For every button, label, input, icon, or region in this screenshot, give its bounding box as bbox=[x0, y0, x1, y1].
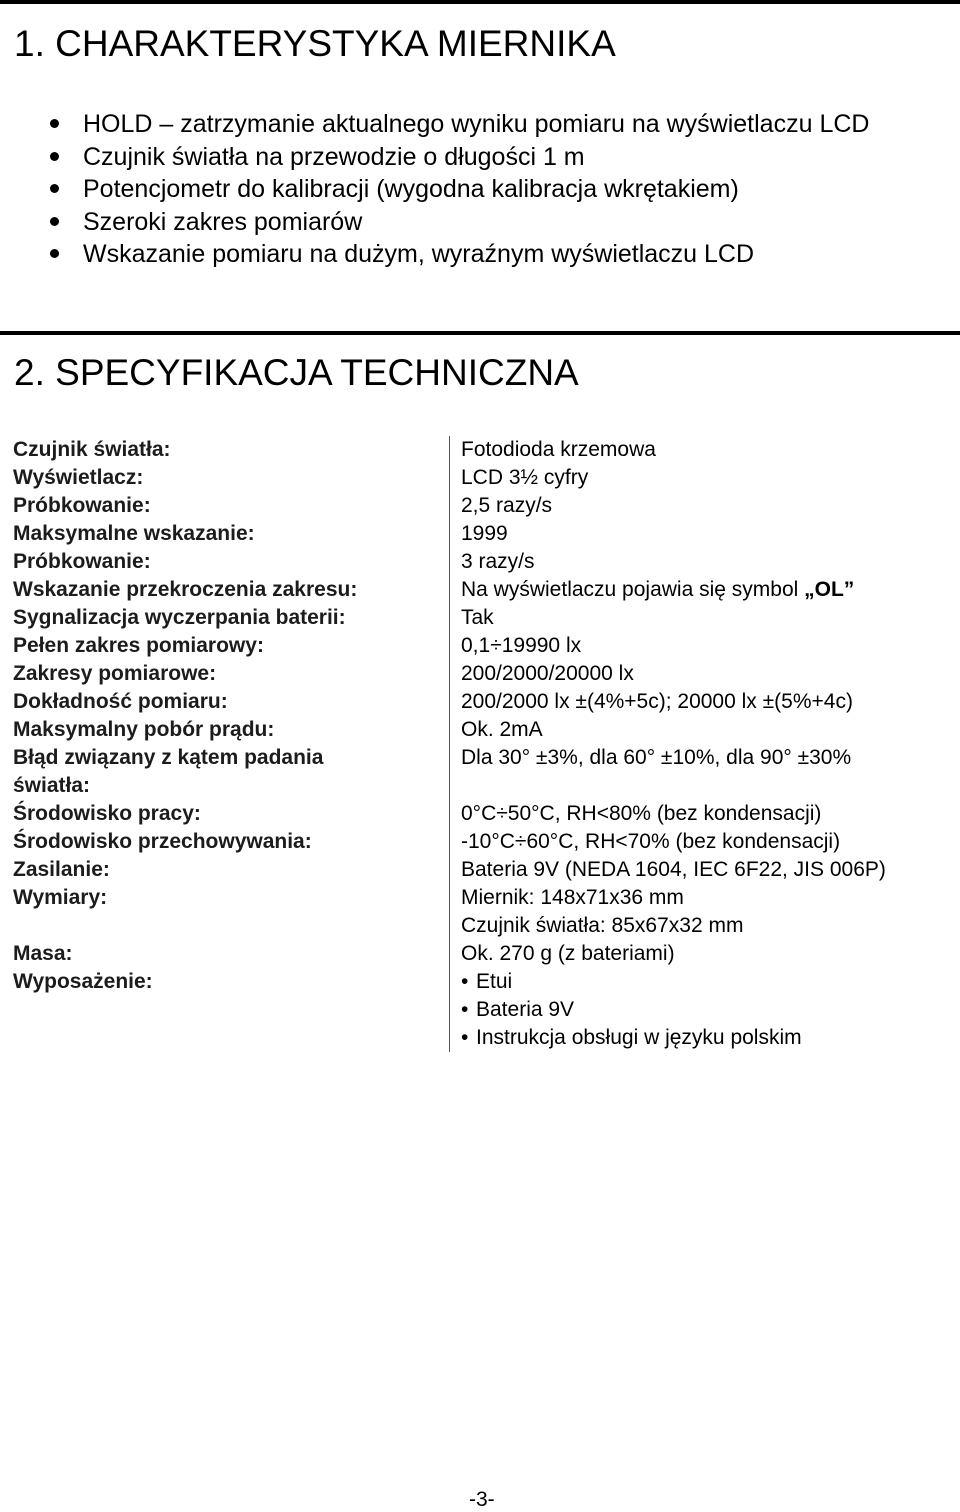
spec-row bbox=[13, 884, 933, 940]
equipment-item bbox=[461, 996, 933, 1024]
spec-value: Ok. 2mA bbox=[461, 718, 543, 741]
spec-label: Pełen zakres pomiarowy: bbox=[13, 634, 264, 657]
spec-label: Maksymalne wskazanie: bbox=[13, 522, 255, 545]
spec-value: 0°C÷50°C, RH<80% (bez kondensacji) bbox=[461, 802, 822, 825]
feature-item bbox=[50, 208, 950, 241]
spec-row bbox=[13, 744, 933, 800]
spec-label: Środowisko pracy: bbox=[13, 802, 201, 825]
equipment-text: Instrukcja obsługi w języku polskim bbox=[476, 1026, 802, 1049]
spec-value: Bateria 9V (NEDA 1604, IEC 6F22, JIS 006P) bbox=[461, 858, 886, 881]
spec-label: Zasilanie: bbox=[13, 858, 110, 881]
bullet-icon: • bbox=[461, 970, 469, 993]
spec-row bbox=[13, 968, 933, 1052]
equipment-text: Etui bbox=[476, 970, 513, 993]
spec-row bbox=[13, 716, 933, 744]
spec-row bbox=[13, 660, 933, 688]
equipment-item bbox=[461, 1024, 933, 1052]
spec-row bbox=[13, 940, 933, 968]
spec-row bbox=[13, 828, 933, 856]
spec-label: Wymiary: bbox=[13, 886, 108, 909]
feature-text: Potencjometr do kalibracji (wygodna kalibracja wkrętakiem) bbox=[83, 175, 739, 203]
section-1-title: 1. CHARAKTERYSTYKA MIERNIKA bbox=[14, 23, 616, 64]
bullet-icon bbox=[50, 152, 59, 161]
spec-row bbox=[13, 856, 933, 884]
spec-table bbox=[13, 436, 933, 1052]
feature-item bbox=[50, 240, 950, 273]
spec-value: Ok. 270 g (z bateriami) bbox=[461, 942, 675, 965]
features-list bbox=[50, 110, 950, 273]
overrange-text: Na wyświetlaczu pojawia się symbol bbox=[461, 578, 805, 601]
spec-value: Miernik: 148x71x36 mm bbox=[461, 886, 684, 909]
spec-label: Próbkowanie: bbox=[13, 550, 151, 573]
spec-row bbox=[13, 688, 933, 716]
spec-label: Błąd związany z kątem padania światła: bbox=[13, 746, 324, 797]
spec-label: Wyświetlacz: bbox=[13, 466, 144, 489]
section-divider-rule bbox=[0, 331, 960, 335]
spec-row bbox=[13, 632, 933, 660]
spec-row bbox=[13, 520, 933, 548]
spec-label: Masa: bbox=[13, 942, 73, 965]
spec-value: 0,1÷19990 lx bbox=[461, 634, 582, 657]
bullet-icon bbox=[50, 184, 59, 193]
spec-value: Fotodioda krzemowa bbox=[461, 438, 656, 461]
spec-label: Maksymalny pobór prądu: bbox=[13, 718, 275, 741]
bullet-icon: • bbox=[461, 1026, 469, 1049]
feature-item bbox=[50, 143, 950, 176]
bullet-icon bbox=[50, 119, 59, 128]
spec-value-line-2: Czujnik światła: 85x67x32 mm bbox=[461, 914, 744, 937]
spec-label: Zakresy pomiarowe: bbox=[13, 662, 217, 685]
spec-value: Dla 30° ±3%, dla 60° ±10%, dla 90° ±30% bbox=[461, 746, 852, 769]
feature-text: Szeroki zakres pomiarów bbox=[83, 207, 363, 236]
feature-text: HOLD – zatrzymanie aktualnego wyniku pomiaru na wyświetlaczu LCD bbox=[83, 110, 870, 138]
spec-row bbox=[13, 548, 933, 576]
feature-item bbox=[50, 175, 950, 208]
section-2-title: 2. SPECYFIKACJA TECHNICZNA bbox=[14, 352, 579, 393]
spec-row bbox=[13, 436, 933, 464]
spec-label: Wskazanie przekroczenia zakresu: bbox=[13, 578, 358, 601]
bullet-icon bbox=[50, 249, 59, 258]
spec-value: Tak bbox=[461, 606, 494, 629]
feature-text: Czujnik światła na przewodzie o długości 1 m bbox=[83, 142, 585, 171]
feature-item bbox=[50, 110, 950, 143]
spec-value: LCD 3½ cyfry bbox=[461, 466, 589, 489]
spec-label: Dokładność pomiaru: bbox=[13, 690, 228, 713]
spec-row bbox=[13, 576, 933, 604]
spec-label: Wyposażenie: bbox=[13, 970, 153, 993]
bullet-icon bbox=[50, 217, 59, 226]
top-rule bbox=[0, 0, 960, 4]
spec-value bbox=[461, 576, 933, 604]
spec-label: Środowisko przechowywania: bbox=[13, 830, 312, 853]
equipment-item bbox=[461, 968, 933, 996]
spec-value: -10°C÷60°C, RH<70% (bez kondensacji) bbox=[461, 830, 841, 853]
spec-row bbox=[13, 604, 933, 632]
spec-label: Sygnalizacja wyczerpania baterii: bbox=[13, 606, 346, 629]
spec-row bbox=[13, 800, 933, 828]
spec-label: Próbkowanie: bbox=[13, 494, 151, 517]
feature-text: Wskazanie pomiaru na dużym, wyraźnym wyświetlaczu LCD bbox=[83, 240, 755, 268]
overrange-symbol: „OL” bbox=[804, 578, 855, 601]
equipment-text: Bateria 9V bbox=[476, 998, 575, 1021]
spec-value: 200/2000/20000 lx bbox=[461, 662, 634, 685]
page-number: -3- bbox=[469, 1488, 495, 1511]
spec-row bbox=[13, 464, 933, 492]
spec-value: 200/2000 lx ±(4%+5c); 20000 lx ±(5%+4c) bbox=[461, 690, 853, 713]
spec-row bbox=[13, 492, 933, 520]
spec-value: 1999 bbox=[461, 522, 508, 545]
bullet-icon: • bbox=[461, 998, 469, 1021]
spec-value: 2,5 razy/s bbox=[461, 494, 553, 517]
spec-label: Czujnik światła: bbox=[13, 438, 171, 461]
spec-value: 3 razy/s bbox=[461, 550, 535, 573]
